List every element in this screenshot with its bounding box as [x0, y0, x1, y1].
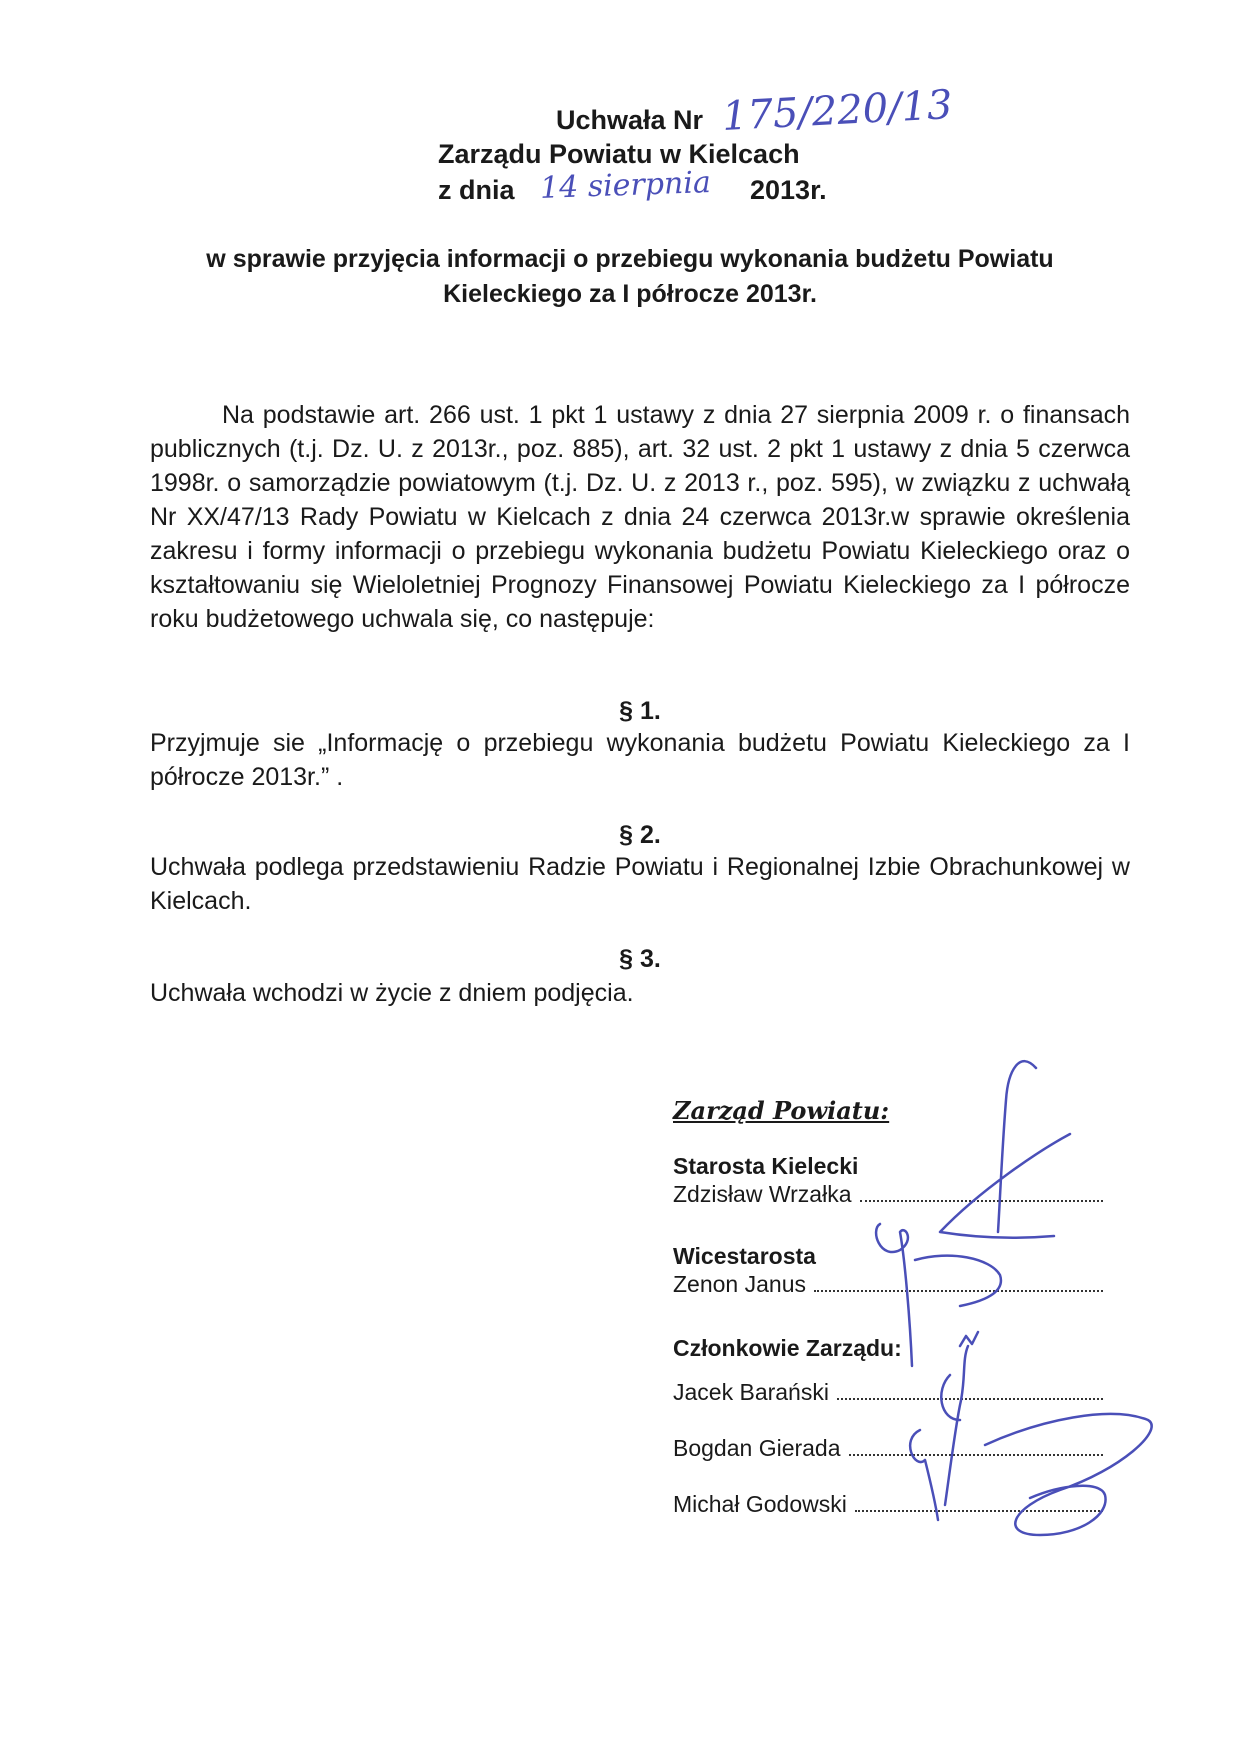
section-2-mark: § 2.	[619, 821, 661, 849]
section-3-mark: § 3.	[619, 945, 661, 973]
signature-dots	[837, 1397, 1103, 1400]
vice-name: Zenon Janus	[673, 1271, 806, 1297]
date-prefix: z dnia	[438, 175, 515, 205]
board-line: Zarządu Powiatu w Kielcach	[438, 139, 800, 169]
board-title: Zarząd Powiatu:	[673, 1096, 890, 1125]
members-role: Członkowie Zarządu:	[673, 1335, 902, 1361]
date-year: 2013r.	[750, 175, 827, 205]
signature-dots	[849, 1453, 1103, 1456]
section-1-mark: § 1.	[619, 697, 661, 725]
resolution-number-handwritten: 175/220/13	[720, 81, 954, 141]
section-3-text: Uchwała wchodzi w życie z dniem podjęcia.	[150, 979, 634, 1007]
vice-role: Wicestarosta	[673, 1243, 816, 1269]
preamble-text: Na podstawie art. 266 ust. 1 pkt 1 ustawy z dnia 27 sierpnia 2009 r. o finansach publicznych (t.j. Dz. U. z 2013r., poz. 885), art. 32 ust. 2 pkt 1 ustawy z dnia 5 czerwca 1998r. o samorządzie powiatowym (t.j. Dz. U. z 2013 r., poz. 595), w związku z uchwałą Nr XX/47/13 Rady Powiatu w Kielcach z dnia 24 czerwca 2013r.w sprawie określenia zakresu i formy informacji o przebiegu wykonania budżetu Powiatu Kieleckiego oraz o kształtowaniu się Wieloletniej Prognozy Finansowej Powiatu Kieleckiego za I półrocze roku budżetowego uchwala się, co następuje:	[150, 401, 1130, 633]
starosta-role: Starosta Kielecki	[673, 1153, 859, 1179]
starosta-signature-line	[673, 1180, 1103, 1208]
member-3-name: Michał Godowski	[673, 1491, 847, 1517]
vice-signature-line	[673, 1270, 1103, 1298]
member-2-signature-line	[673, 1434, 1103, 1462]
signature-dots	[855, 1509, 1103, 1512]
section-1-text: Przyjmuje sie „Informację o przebiegu wykonania budżetu Powiatu Kieleckiego za I półrocze 2013r.” .	[150, 729, 1130, 791]
signature-dots	[814, 1289, 1103, 1292]
signature-members-tail	[960, 1332, 978, 1346]
signature-dots	[860, 1199, 1104, 1202]
member-1-name: Jacek Barański	[673, 1379, 829, 1405]
date-handwritten: 14 sierpnia	[539, 165, 712, 206]
member-3-signature-line	[673, 1490, 1103, 1518]
section-2-text: Uchwała podlega przedstawieniu Radzie Powiatu i Regionalnej Izbie Obrachunkowej w Kielcach.	[150, 853, 1130, 915]
member-1-signature-line	[673, 1378, 1103, 1406]
starosta-name: Zdzisław Wrzałka	[673, 1181, 852, 1207]
signature-starosta	[940, 1061, 1070, 1238]
resolution-title: w sprawie przyjęcia informacji o przebiegu wykonania budżetu Powiatu Kieleckiego za I półrocze 2013r.	[206, 245, 1054, 308]
preamble-paragraph	[150, 398, 1130, 636]
resolution-prefix: Uchwała Nr	[556, 105, 704, 135]
member-2-name: Bogdan Gierada	[673, 1435, 841, 1461]
